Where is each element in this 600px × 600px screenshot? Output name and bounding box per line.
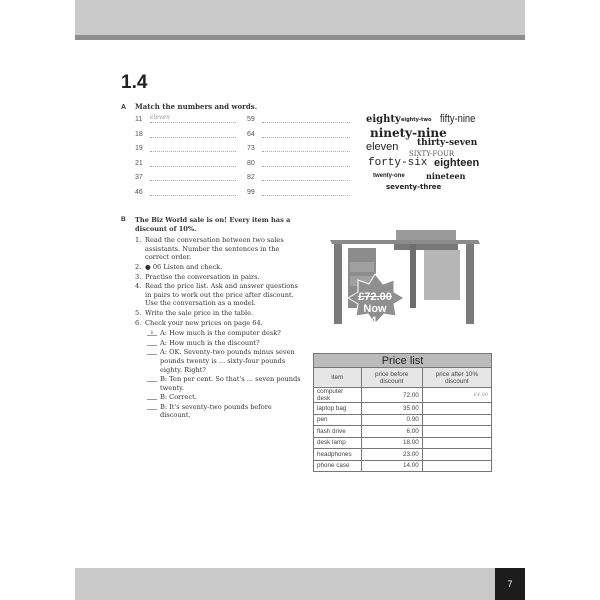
price-before-cell: 72.00 xyxy=(361,388,422,403)
section-b xyxy=(121,216,301,421)
footer-band xyxy=(75,568,495,600)
step-item: 3. Practise the conversation in pairs. xyxy=(135,272,260,281)
conversation-line: 1 A: How much is the computer desk? xyxy=(147,329,301,338)
item-cell: pen xyxy=(314,414,362,426)
answer-line[interactable] xyxy=(262,114,350,123)
answer-line[interactable] xyxy=(262,143,350,152)
match-row: 82 xyxy=(247,172,350,181)
conversation-line: B: It's seventy-two pounds before discount. xyxy=(147,403,301,420)
order-blank[interactable] xyxy=(147,348,157,355)
match-row: 18 xyxy=(135,129,236,138)
step-item: 6. Check your new prices on page 64. xyxy=(135,318,263,327)
table-row xyxy=(314,460,492,472)
price-before-cell: 6.00 xyxy=(361,426,422,438)
match-row: 11 eleven xyxy=(135,114,236,123)
section-b-heading: B The Biz World sale is on! Every item has a discount of 10%. xyxy=(121,216,291,233)
word: seventy-three xyxy=(386,183,442,191)
price-after-cell[interactable] xyxy=(422,460,491,472)
match-row: 99 xyxy=(247,187,350,196)
table-row xyxy=(314,388,492,403)
table-row xyxy=(314,437,492,449)
conversation-line: A: How much is the discount? xyxy=(147,339,301,348)
match-row: 21 xyxy=(135,158,236,167)
sale-badge xyxy=(345,291,405,327)
answer-line[interactable] xyxy=(150,129,236,138)
item-cell: headphones xyxy=(314,449,362,461)
match-row: 46 xyxy=(135,187,236,196)
price-before-cell: 23.00 xyxy=(361,449,422,461)
word: forty-six xyxy=(368,157,428,169)
order-blank[interactable]: 1 xyxy=(147,329,157,336)
price-after-cell[interactable] xyxy=(422,414,491,426)
price-before-cell: 14.00 xyxy=(361,460,422,472)
conversation-line: A: OK. Seventy-two pounds minus seven pounds twenty is ... sixty-four pounds eighty. Right? xyxy=(147,348,301,374)
table-row xyxy=(314,426,492,438)
unit-title: 1.4 xyxy=(121,72,148,93)
match-row: 73 xyxy=(247,143,350,152)
price-before-cell: 35.00 xyxy=(361,403,422,415)
answer-line[interactable] xyxy=(262,158,350,167)
price-after-cell[interactable] xyxy=(422,437,491,449)
word: fifty-nine xyxy=(440,113,476,125)
header-rule xyxy=(75,35,525,40)
computer-desk-image xyxy=(328,222,488,347)
header-band xyxy=(75,0,525,35)
word: eighteen xyxy=(434,157,480,169)
word: ninety-nine xyxy=(370,126,447,140)
price-list-title: Price list xyxy=(314,354,492,368)
table-row xyxy=(314,414,492,426)
word: eighty-two xyxy=(401,117,432,123)
order-blank[interactable] xyxy=(147,375,157,382)
conversation-line: B: Correct. xyxy=(147,393,301,402)
word: eighty xyxy=(366,114,401,125)
answer-line[interactable]: eleven xyxy=(150,114,236,123)
match-row: 19 xyxy=(135,143,236,152)
answer-line[interactable] xyxy=(150,143,236,152)
old-price: £72.00 xyxy=(358,291,392,303)
item-cell: laptop bag xyxy=(314,403,362,415)
step-item: 4. Read the price list. Ask and answer questions in pairs to work out the price after discount. Use the conversation as a model. xyxy=(135,282,298,308)
order-blank[interactable] xyxy=(147,339,157,346)
price-before-cell: 0.90 xyxy=(361,414,422,426)
page-number: 7 xyxy=(495,568,525,600)
new-price: £64.80 xyxy=(358,315,392,327)
conversation-line: B: Ten per cent. So that's ... seven pounds twenty. xyxy=(147,375,301,392)
word: nineteen xyxy=(426,171,466,181)
step-item: 1. Read the conversation between two sales assistants. Number the sentences in the correct order. xyxy=(135,236,284,262)
match-row: 59 xyxy=(247,114,350,123)
match-row: 80 xyxy=(247,158,350,167)
item-cell: flash drive xyxy=(314,426,362,438)
price-before-cell: 18.00 xyxy=(361,437,422,449)
word: eleven xyxy=(366,141,399,153)
price-after-cell[interactable] xyxy=(422,449,491,461)
item-cell: computer desk xyxy=(314,388,362,403)
column-header: item xyxy=(314,368,362,388)
column-header: price before discount xyxy=(361,368,422,388)
order-blank[interactable] xyxy=(147,393,157,400)
answer-line[interactable] xyxy=(262,129,350,138)
answer-line[interactable] xyxy=(150,187,236,196)
match-row: 37 xyxy=(135,172,236,181)
word: thirty-seven xyxy=(417,138,478,148)
answer-line[interactable] xyxy=(150,158,236,167)
item-cell: desk lamp xyxy=(314,437,362,449)
word: twenty-one xyxy=(373,173,405,179)
price-after-cell[interactable] xyxy=(422,426,491,438)
step-item: 2. ● 06 Listen and check. xyxy=(135,262,223,271)
column-header: price after 10% discount xyxy=(422,368,491,388)
item-cell: phone case xyxy=(314,460,362,472)
table-row xyxy=(314,403,492,415)
price-list-table xyxy=(313,353,492,472)
match-row: 64 xyxy=(247,129,350,138)
price-after-cell[interactable] xyxy=(422,403,491,415)
answer-line[interactable] xyxy=(262,187,350,196)
section-a-heading: A Match the numbers and words. xyxy=(121,102,258,111)
order-blank[interactable] xyxy=(147,403,157,410)
table-row xyxy=(314,449,492,461)
word: SIXTY-FOUR xyxy=(409,150,455,158)
answer-line[interactable] xyxy=(150,172,236,181)
now-label: Now xyxy=(363,303,387,315)
price-after-cell[interactable]: 64.80 xyxy=(422,388,491,403)
step-item: 5. Write the sale price in the table. xyxy=(135,308,254,317)
answer-line[interactable] xyxy=(262,172,350,181)
